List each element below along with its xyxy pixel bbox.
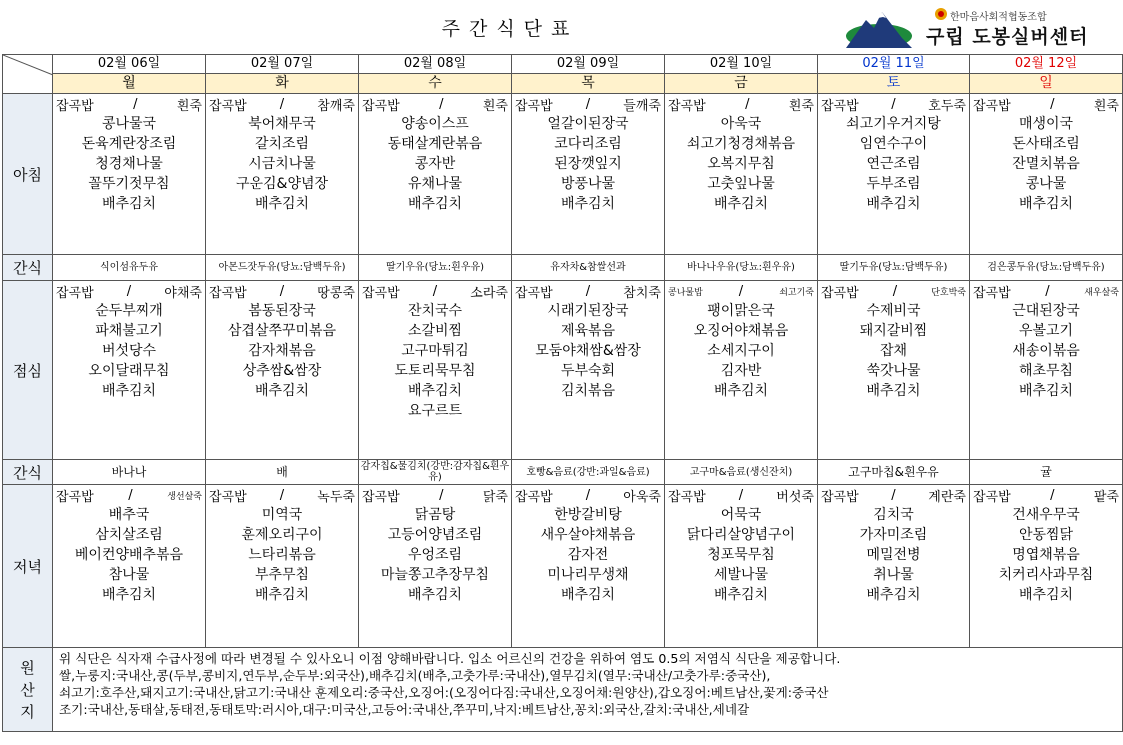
menu-item: 구운김&양념장 [235,176,329,192]
date-label: 02월 07일 [250,56,314,71]
menu-item: 감자채볶음 [248,343,316,359]
menu-item: 소세지구이 [707,343,775,359]
rice-label: 잡곡밥 [821,98,859,114]
menu-item: 가자미조림 [859,527,928,543]
lunch-cell [206,281,359,460]
meal-label-dinner [3,485,53,648]
origin-note-line: 조기:국내산,동태살,동태전,동태토막:러시아,대구:미국산,고등어:국내산,쭈꾸미,낙지:베트남산,꽁치:외국산,갈치:국내산,세네갈 [59,702,750,717]
menu-item: 느타리볶음 [248,547,316,563]
menu-item: 배추김치 [101,383,157,399]
origin-label [3,648,53,732]
porridge-label: 단호박죽 [931,287,966,298]
dinner-cell [512,485,665,648]
menu-item: 배추김치 [560,196,616,212]
rice-label: 잡곡밥 [515,98,553,114]
rice-label: 잡곡밥 [362,285,400,301]
menu-item: 제육볶음 [560,323,616,339]
porridge-label: 야채죽 [164,285,202,301]
weekday-label: 일 [1039,75,1053,91]
weekday-label: 금 [734,75,748,91]
menu-item: 돈사태조림 [1012,136,1080,152]
rice-porridge-row [512,94,664,114]
menu-item: 얼갈이된장국 [547,116,629,132]
rice-porridge-row [970,485,1122,505]
rice-porridge-row [206,485,358,505]
slash: / [126,283,132,299]
menu-item: 오이달래무침 [88,363,170,379]
menu-item: 콩나물국 [101,116,157,132]
menu-item: 버섯당수 [101,343,157,359]
rice-label: 콩나물밥 [668,287,703,298]
meal-label-lunch [3,281,53,460]
corner-cell [3,55,53,94]
snack-item: 고구마칩&흰우유 [848,464,939,479]
menu-item: 잔치국수 [407,303,463,319]
menu-item: 안동찜닭 [1018,527,1074,543]
date-header [665,55,818,74]
menu-item: 쇠고기청경채볶음 [686,136,796,152]
snack-item: 귤 [1040,464,1052,479]
rice-porridge-row [970,281,1122,301]
rice-label: 잡곡밥 [56,98,94,114]
snack-cell [359,255,512,281]
logo [846,6,1116,50]
rice-porridge-row [818,485,969,505]
snack-item: 배 [276,464,288,479]
menu-item: 배추김치 [101,587,157,603]
menu-item: 콩자반 [414,156,456,172]
menu-item: 배추김치 [407,196,463,212]
rice-label: 잡곡밥 [362,98,400,114]
porridge-label: 녹두죽 [317,489,355,505]
slash: / [133,96,138,112]
weekday-label: 토 [886,75,901,91]
menu-item: 미역국 [261,507,303,523]
breakfast-cell [818,94,970,255]
porridge-label: 흰죽 [482,98,508,114]
menu-item: 배추김치 [254,587,310,603]
snack-item: 호빵&음료(강반:과일&음료) [526,466,650,478]
menu-item: 시래기된장국 [547,303,629,319]
rice-label: 잡곡밥 [973,489,1011,505]
menu-item: 돼지갈비찜 [859,323,928,339]
snack-cell [53,460,206,485]
dinner-cell [970,485,1123,648]
menu-item: 삼치살조림 [95,527,163,543]
menu-item: 고등어양념조림 [387,527,483,543]
porridge-label: 아욱죽 [623,489,661,505]
breakfast-cell [53,94,206,255]
porridge-label: 흰죽 [788,98,814,114]
weekday-header [53,74,206,94]
date-header [818,55,970,74]
menu-item: 메밀전병 [866,547,921,563]
lunch-cell [665,281,818,460]
slash: / [585,283,591,299]
lunch-cell [53,281,206,460]
menu-item: 배추김치 [101,196,157,212]
menu-item: 세발나물 [713,567,769,583]
porridge-label: 흰죽 [1093,98,1119,114]
origin-note-line: 쌀,누룽지:국내산,콩(두부,콩비지,연두부,순두부:외국산),배추김치(배추,고춧가루:국내산),열무김치(열무:국내산/고춧가루:중국산), [59,668,771,683]
snack-cell [206,460,359,485]
dinner-cell [206,485,359,648]
slash: / [745,96,750,112]
menu-item: 배추김치 [713,196,769,212]
rice-label: 잡곡밥 [515,285,553,301]
menu-item: 모둠야채쌈&쌈장 [535,343,641,359]
lunch-cell [818,281,970,460]
dinner-cell [359,485,512,648]
menu-item: 배추김치 [254,383,310,399]
snack-item: 딸기두유(당뇨:담백두유) [839,262,948,273]
snack-item: 유자차&참쌀선과 [550,262,626,273]
date-label: 02월 09일 [556,56,620,71]
menu-item: 소갈비찜 [407,323,463,339]
menu-item: 꼴뚜기젓무침 [88,176,170,192]
slash: / [1045,283,1050,299]
porridge-label: 호두죽 [928,98,966,114]
rice-porridge-row [512,281,664,301]
menu-item: 배추김치 [866,383,921,399]
rice-porridge-row [665,281,817,301]
menu-item: 어묵국 [720,507,762,523]
snack-item: 아몬드잣두유(당뇨:담백두유) [218,262,346,273]
breakfast-cell [359,94,512,255]
breakfast-cell [206,94,359,255]
menu-item: 잡채 [879,343,908,359]
meal-label: 점심 [13,361,42,380]
menu-item: 감자전 [567,547,609,563]
rice-label: 잡곡밥 [973,98,1011,114]
weekday-header [818,74,970,94]
rice-porridge-row [206,94,358,114]
menu-item: 팽이맑은국 [707,303,775,319]
weekday-header [206,74,359,94]
breakfast-cell [970,94,1123,255]
porridge-label: 팥죽 [1093,489,1119,505]
menu-item: 훈제오리구이 [241,527,323,543]
menu-item: 배추김치 [1018,196,1074,212]
porridge-label: 흰죽 [176,98,202,114]
snack-cell [512,460,665,485]
porridge-label: 생선살죽 [167,491,202,502]
menu-item: 베이컨양배추볶음 [74,547,184,563]
snack-cell [970,255,1123,281]
menu-item: 봄동된장국 [248,303,316,319]
slash: / [1050,487,1055,503]
dinner-cell [665,485,818,648]
dinner-cell [53,485,206,648]
snack-item: 바나나 [111,464,147,479]
snack-cell [359,460,512,485]
menu-item: 매생이국 [1018,116,1074,132]
rice-porridge-row [359,94,511,114]
menu-item: 마늘쫑고추장무침 [380,567,490,583]
origin-note-line: 위 식단은 식자재 수급사정에 따라 변경될 수 있사오니 이점 양해바랍니다. 입소 어르신의 건강을 위하여 염도 0.5의 저염식 식단을 제공합니다. [59,651,841,666]
date-label: 02월 06일 [97,56,161,71]
slash: / [738,283,744,299]
porridge-label: 닭죽 [482,489,508,505]
rice-label: 잡곡밥 [973,285,1011,301]
menu-item: 배추김치 [713,587,769,603]
menu-item: 명엽채볶음 [1012,547,1080,563]
snack-cell [53,255,206,281]
snack-cell [206,255,359,281]
origin-notes [53,648,1123,732]
menu-item: 부추무침 [254,567,310,583]
menu-item: 김치볶음 [560,383,616,399]
snack-cell [665,255,818,281]
rice-porridge-row [818,281,969,301]
breakfast-cell [512,94,665,255]
rice-porridge-row [665,94,817,114]
menu-item: 건새우무국 [1012,507,1080,523]
slash: / [439,96,444,112]
snack-item: 검은콩두유(당뇨:담백두유) [987,262,1105,273]
menu-item: 연근조림 [866,156,921,172]
menu-item: 배추김치 [1018,587,1074,603]
weekday-header [512,74,665,94]
slash: / [585,96,591,112]
menu-item: 유채나물 [407,176,463,192]
weekday-header [970,74,1123,94]
rice-label: 잡곡밥 [515,489,553,505]
menu-item: 새송이볶음 [1012,343,1080,359]
slash: / [279,283,285,299]
menu-item: 배추국 [108,507,150,523]
menu-item: 청포묵무침 [707,547,775,563]
menu-item: 닭곰탕 [414,507,456,523]
slash: / [1050,96,1055,112]
menu-item: 갈치조림 [254,136,310,152]
menu-item: 오징어야채볶음 [693,323,789,339]
rice-label: 잡곡밥 [209,98,247,114]
menu-item: 김치국 [873,507,914,523]
weekday-label: 화 [275,75,289,91]
menu-item: 취나물 [873,567,914,583]
rice-label: 잡곡밥 [821,285,859,301]
snack-cell [512,255,665,281]
date-header [970,55,1123,74]
rice-label: 잡곡밥 [668,98,706,114]
rice-label: 잡곡밥 [209,285,247,301]
menu-item: 방풍나물 [560,176,616,192]
meal-label: 간식 [13,259,42,277]
snack-cell [818,460,970,485]
snack-label [3,460,53,485]
menu-item: 배추김치 [254,196,310,212]
slash: / [738,487,744,503]
menu-item: 우볼고기 [1018,323,1074,339]
menu-item: 요구르트 [407,403,463,419]
slash: / [128,487,133,503]
dinner-cell [818,485,970,648]
menu-item: 배추김치 [1018,383,1074,399]
porridge-label: 쇠고기죽 [779,287,814,298]
rice-porridge-row [359,281,511,301]
menu-item: 삼겹살쭈꾸미볶음 [227,323,337,339]
lunch-cell [970,281,1123,460]
date-label: 02월 08일 [403,56,467,71]
center-name: 구립 도봉실버센터 [926,26,1089,48]
rice-porridge-row [53,485,205,505]
menu-item: 미나리무생채 [547,567,629,583]
menu-item: 오복지무침 [707,156,775,172]
rice-label: 잡곡밥 [209,489,247,505]
rice-label: 잡곡밥 [362,489,400,505]
diagonal-divider-icon [3,55,53,93]
meal-label: 아침 [13,165,42,184]
menu-item: 고춧잎나물 [707,176,775,192]
rice-porridge-row [206,281,358,301]
menu-item: 양송이스프 [401,116,469,132]
lunch-cell [359,281,512,460]
weekday-header [359,74,512,94]
slash: / [432,283,438,299]
rice-porridge-row [53,94,205,114]
menu-item: 배추김치 [560,587,616,603]
menu-item: 코다리조림 [554,136,622,152]
breakfast-cell [665,94,818,255]
snack-item: 딸기우유(당뇨:흰우유) [385,262,485,273]
weekly-menu-table [2,54,1123,732]
date-label: 02월 11일 [862,56,925,71]
rice-porridge-row [359,485,511,505]
weekday-label: 월 [122,75,136,91]
date-header [512,55,665,74]
slash: / [279,96,285,112]
date-label: 02월 10일 [709,56,773,71]
origin-label-text: 원 산 지 [20,658,35,721]
menu-item: 된장깻잎지 [554,156,622,172]
meal-label: 저녁 [13,557,42,576]
slash: / [891,487,896,503]
porridge-label: 참치죽 [623,285,661,301]
snack-item: 고구마&음료(생신잔치) [689,466,793,478]
snack-label [3,255,53,281]
porridge-label: 버섯죽 [776,489,814,505]
weekday-label: 목 [581,75,595,91]
snack-item: 바나나우유(당뇨:흰우유) [687,262,795,273]
slash: / [585,487,591,503]
menu-item: 상추쌈&쌈장 [242,363,322,379]
menu-item: 배추김치 [407,383,463,399]
snack-cell [970,460,1123,485]
date-label: 02월 12일 [1014,56,1078,71]
porridge-label: 참깨죽 [317,98,355,114]
slash: / [891,96,896,112]
menu-item: 한방갈비탕 [554,507,622,523]
date-header [53,55,206,74]
porridge-label: 새우살죽 [1084,287,1119,298]
rice-porridge-row [665,485,817,505]
menu-item: 돈육계란장조림 [81,136,177,152]
rice-label: 잡곡밥 [56,489,94,505]
menu-item: 파채불고기 [95,323,163,339]
menu-item: 쑥갓나물 [866,363,921,379]
menu-item: 임연수구이 [859,136,928,152]
menu-item: 배추김치 [407,587,463,603]
menu-item: 배추김치 [713,383,769,399]
snack-item: 식이섬유두유 [100,262,158,273]
meal-label-breakfast [3,94,53,255]
org-name: 한마음사회적협동조합 [950,12,1047,23]
menu-item: 닭다리살양념구이 [686,527,796,543]
menu-item: 고구마튀김 [401,343,469,359]
menu-item: 배추김치 [866,587,921,603]
menu-item: 수제비국 [866,303,921,319]
menu-item: 순두부찌개 [95,303,163,319]
rice-label: 잡곡밥 [668,489,706,505]
menu-item: 치커리사과무침 [998,567,1094,583]
origin-note-line: 쇠고기:호주산,돼지고기:국내산,닭고기:국내산 훈제오리:중국산,오징어:(오징어다짐:국내산,오징어채:원양산),갑오징어:베트남산,꽃게:중국산 [59,685,829,700]
porridge-label: 들깨죽 [623,98,661,114]
weekday-header [665,74,818,94]
page-title: 주간식단표 [441,18,579,40]
menu-item: 두부조림 [866,176,921,192]
menu-item: 근대된장국 [1012,303,1080,319]
menu-item: 우엉조림 [407,547,463,563]
menu-item: 동태살계란볶음 [387,136,483,152]
menu-item: 시금치나물 [248,156,316,172]
porridge-label: 계란죽 [928,489,966,505]
date-header [206,55,359,74]
meal-label: 간식 [13,463,42,482]
lunch-cell [512,281,665,460]
date-header [359,55,512,74]
menu-item: 참나물 [108,567,150,583]
slash: / [279,487,285,503]
weekday-label: 수 [428,75,442,91]
menu-item: 도토리묵무침 [394,363,476,379]
rice-porridge-row [818,94,969,114]
rice-porridge-row [970,94,1122,114]
rice-porridge-row [53,281,205,301]
slash: / [439,487,444,503]
rice-porridge-row [512,485,664,505]
menu-item: 두부숙회 [560,363,616,379]
menu-item: 북어채무국 [248,116,316,132]
menu-item: 쇠고기우거지탕 [846,116,941,132]
menu-item: 청경채나물 [95,156,163,172]
menu-item: 해초무침 [1018,363,1074,379]
slash: / [892,283,898,299]
menu-item: 배추김치 [866,196,921,212]
porridge-label: 소라죽 [470,285,508,301]
menu-item: 김자반 [720,363,762,379]
porridge-label: 땅콩죽 [317,285,355,301]
mountain-logo-icon [846,8,912,48]
snack-cell [818,255,970,281]
menu-item: 잔멸치볶음 [1012,156,1080,172]
seal-icon [934,7,948,21]
menu-item: 새우살야채볶음 [540,527,636,543]
snack-cell [665,460,818,485]
rice-label: 잡곡밥 [56,285,94,301]
rice-label: 잡곡밥 [821,489,859,505]
menu-item: 콩나물 [1025,176,1067,192]
snack-item: 감자칩&물김치(강반:감자칩&흰우유) [360,461,510,483]
menu-item: 아욱국 [720,116,762,132]
